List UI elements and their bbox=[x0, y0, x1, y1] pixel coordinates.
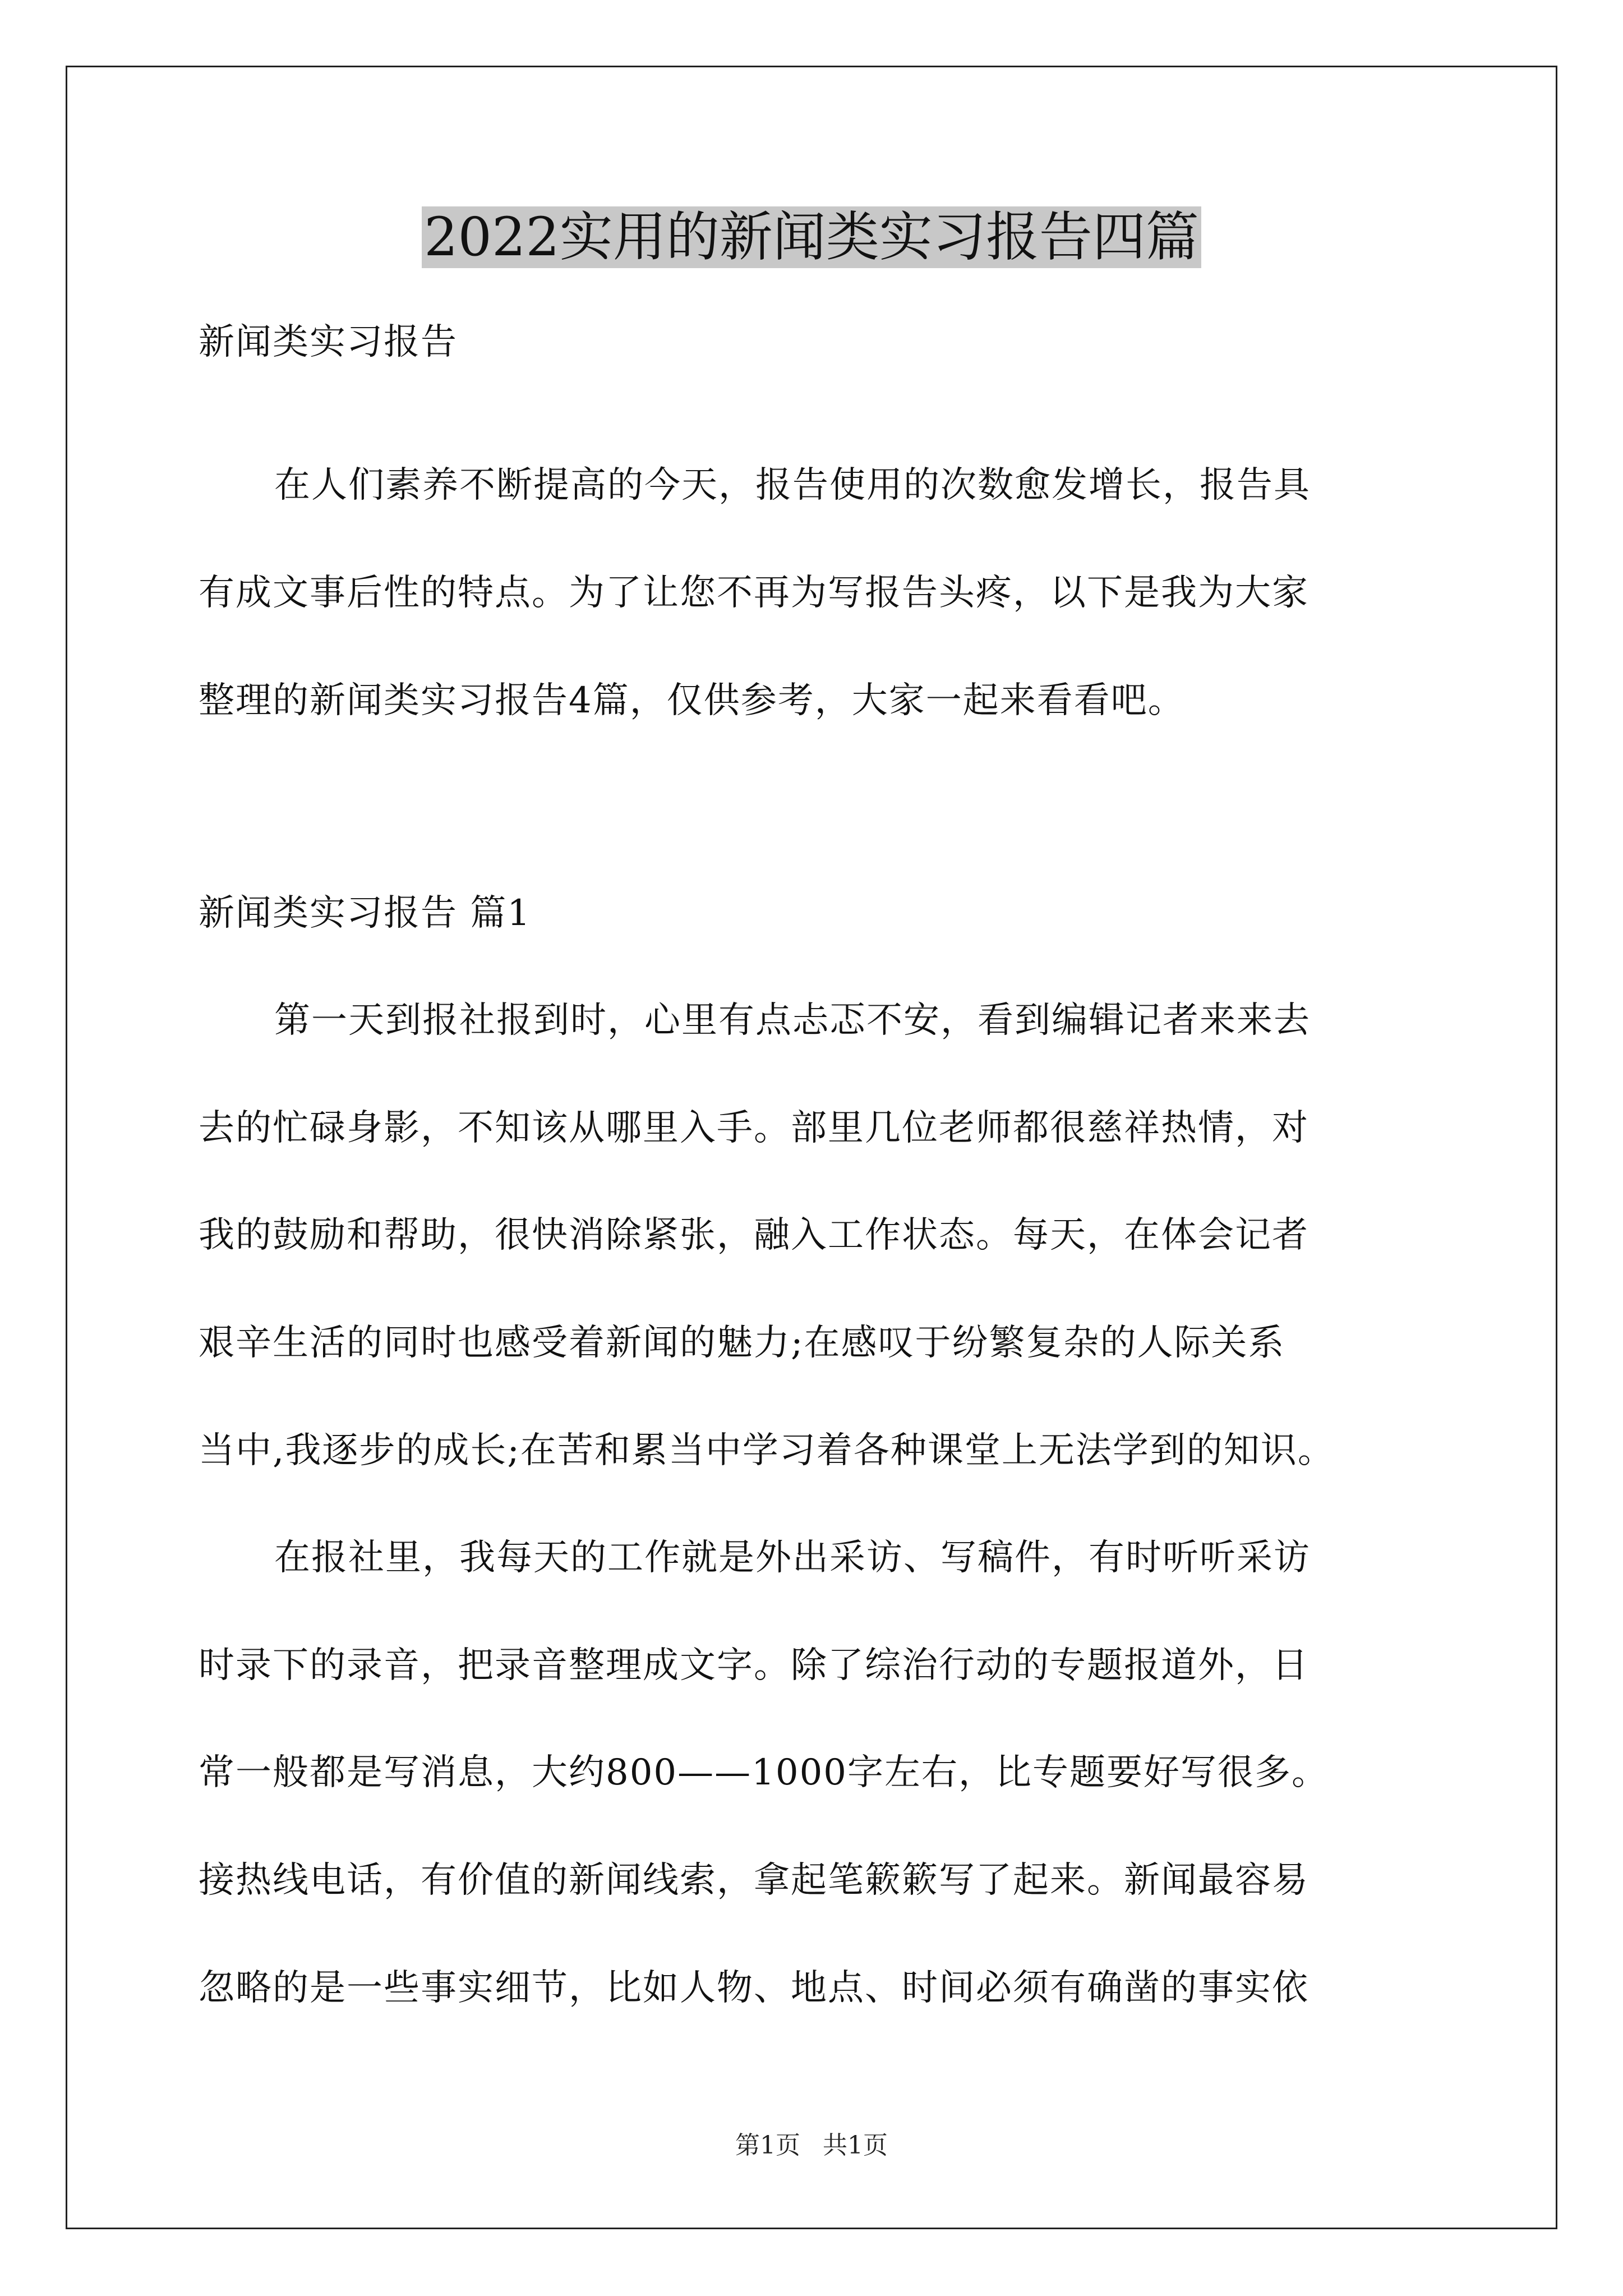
page-footer bbox=[0, 2129, 1623, 2162]
paragraph-line: 艰辛生活的同时也感受着新闻的魅力;在感叹于纷繁复杂的人际关系 bbox=[199, 1322, 1285, 1364]
paragraph-line: 第一天到报社报到时，心里有点忐忑不安，看到编辑记者来来去 bbox=[274, 1000, 1311, 1041]
section-heading: 新闻类实习报告 篇1 bbox=[199, 892, 532, 934]
intro-line: 在人们素养不断提高的今天，报告使用的次数愈发增长，报告具 bbox=[274, 464, 1311, 506]
paragraph-line: 忽略的是一些事实细节，比如人物、地点、时间必须有确凿的事实依 bbox=[199, 1967, 1309, 2009]
document-title-text: 2022实用的新闻类实习报告四篇 bbox=[422, 206, 1201, 268]
paragraph-line: 时录下的录音，把录音整理成文字。除了综治行动的专题报道外，日 bbox=[199, 1645, 1309, 1686]
page-number: 第1页 bbox=[735, 2131, 800, 2160]
paragraph-line: 当中,我逐步的成长;在苦和累当中学习着各种课堂上无法学到的知识。 bbox=[199, 1430, 1335, 1471]
document-title bbox=[0, 201, 1623, 274]
paragraph-line: 常一般都是写消息，大约800——1000字左右，比专题要好写很多。 bbox=[199, 1752, 1329, 1793]
intro-line: 有成文事后性的特点。为了让您不再为写报告头疼，以下是我为大家 bbox=[199, 572, 1309, 614]
subtitle: 新闻类实习报告 bbox=[199, 321, 458, 363]
paragraph-line: 接热线电话，有价值的新闻线索，拿起笔簌簌写了起来。新闻最容易 bbox=[199, 1860, 1309, 1901]
page-total: 共1页 bbox=[823, 2131, 888, 2160]
paragraph-line: 去的忙碌身影，不知该从哪里入手。部里几位老师都很慈祥热情，对 bbox=[199, 1107, 1309, 1149]
paragraph-line: 在报社里，我每天的工作就是外出采访、写稿件，有时听听采访 bbox=[274, 1537, 1311, 1579]
paragraph-line: 我的鼓励和帮助，很快消除紧张，融入工作状态。每天，在体会记者 bbox=[199, 1214, 1309, 1256]
intro-line: 整理的新闻类实习报告4篇，仅供参考，大家一起来看看吧。 bbox=[199, 680, 1185, 721]
